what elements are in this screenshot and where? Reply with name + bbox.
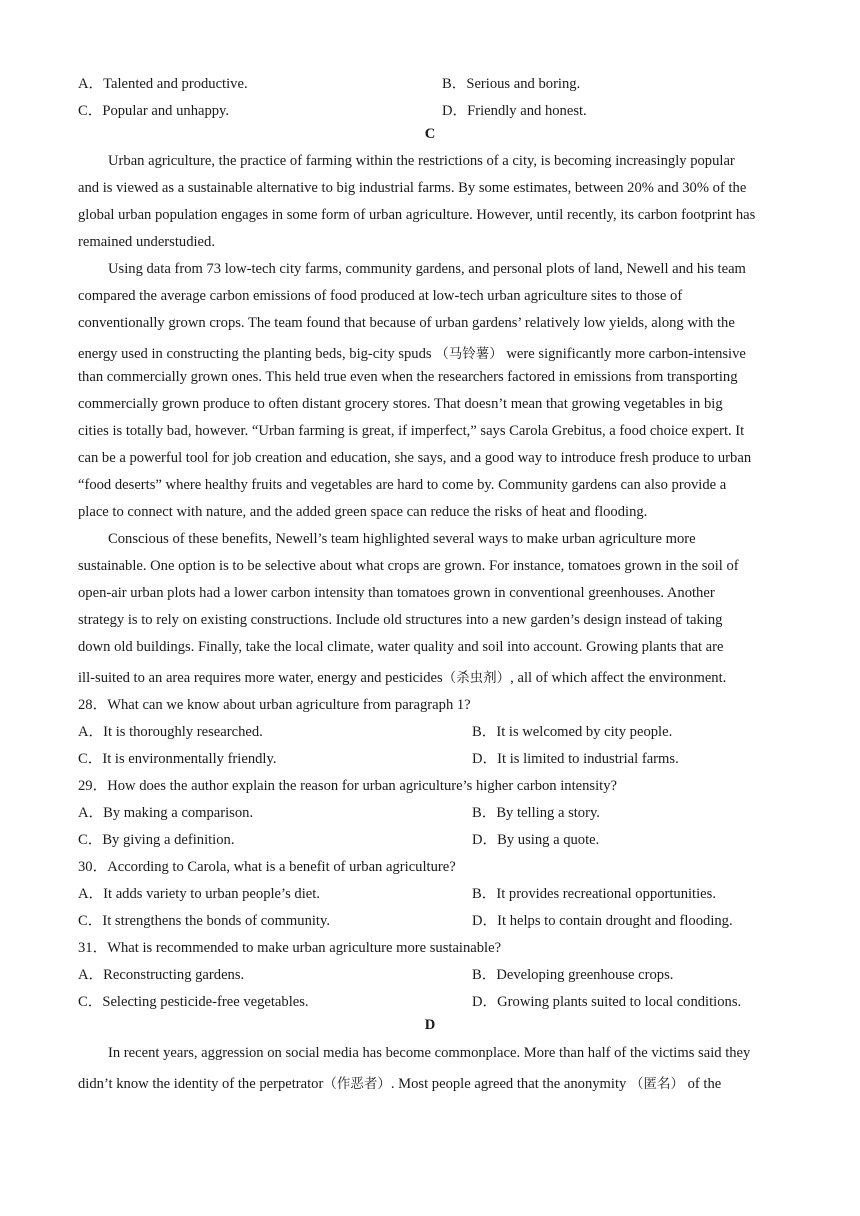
paragraph-line: strategy is to rely on existing constructions. Include old structures into a new garden’s design instead of taking [78,612,723,628]
option-c: C．By giving a definition. [78,832,235,848]
option-b: B．Developing greenhouse crops. [472,967,674,983]
paragraph-line: global urban population engages in some form of urban agriculture. However, until recently, its carbon footprint has [78,207,756,223]
option-d: D．It helps to contain drought and flooding. [472,913,733,929]
question-stem-28: 28．What can we know about urban agriculture from paragraph 1? [78,697,471,713]
option-d: D．Friendly and honest. [442,103,587,119]
option-b: B．It is welcomed by city people. [472,724,673,740]
option-c: C．Selecting pesticide-free vegetables. [78,994,309,1010]
question-stem-31: 31．What is recommended to make urban agriculture more sustainable? [78,940,502,956]
text-span: were significantly more carbon-intensive [506,346,746,362]
option-a: A．Talented and productive. [78,76,248,92]
option-d: D．By using a quote. [472,832,600,848]
paragraph-line: sustainable. One option is to be selective about what crops are grown. For instance, tomatoes grown in the soil of [78,558,739,574]
text-span: didn’t know the identity of the perpetrator [78,1076,324,1092]
text-span: energy used in constructing the planting beds, big-city spuds [78,346,432,362]
paragraph-line: compared the average carbon emissions of food produced at low-tech urban agriculture sites to those of [78,288,683,304]
paragraph-line: down old buildings. Finally, take the local climate, water quality and soil into account. Growing plants that are [78,639,724,655]
paragraph-line [78,342,746,363]
option-a: A．Reconstructing gardens. [78,967,245,983]
text-span: . Most people agreed that the anonymity [390,1076,627,1092]
paragraph-line: can be a powerful tool for job creation and education, she says, and a good way to introduce fresh produce to urban [78,450,752,466]
gloss-annotation: （杀虫剂） [442,670,511,686]
option-b: B．Serious and boring. [442,76,581,92]
gloss-annotation: （作恶者） [323,1076,391,1092]
option-c: C．It strengthens the bonds of community. [78,913,330,929]
text-span: of the [687,1076,722,1092]
option-c: C．It is environmentally friendly. [78,751,277,767]
option-b: B．By telling a story. [472,805,600,821]
paragraph-line [78,1072,721,1093]
option-a: A．It is thoroughly researched. [78,724,263,740]
section-heading-c: C [424,126,436,142]
text-span: ill-suited to an area requires more water, energy and pesticides [78,670,443,686]
gloss-annotation: （匿名） [629,1076,684,1092]
paragraph-line: Urban agriculture, the practice of farming within the restrictions of a city, is becoming increasingly popular [108,153,735,169]
option-d: D．It is limited to industrial farms. [472,751,679,767]
paragraph-line: commercially grown produce to often distant grocery stores. That doesn’t mean that growing vegetables in big [78,396,723,412]
paragraph-line: place to connect with nature, and the added green space can reduce the risks of heat and flooding. [78,504,648,520]
paragraph-line: In recent years, aggression on social media has become commonplace. More than half of the victims said they [108,1045,751,1061]
question-stem-29: 29．How does the author explain the reason for urban agriculture’s higher carbon intensity? [78,778,617,794]
option-d: D．Growing plants suited to local conditions. [472,994,742,1010]
paragraph-line: “food deserts” where healthy fruits and vegetables are hard to come by. Community gardens can also provide a [78,477,727,493]
text-span: , all of which affect the environment. [510,670,727,686]
option-b: B．It provides recreational opportunities. [472,886,716,902]
paragraph-line: than commercially grown ones. This held true even when the researchers factored in emissions from transporting [78,369,738,385]
paragraph-line [78,666,726,687]
paragraph-line: Using data from 73 low-tech city farms, community gardens, and personal plots of land, Newell and his team [108,261,746,277]
question-stem-30: 30．According to Carola, what is a benefit of urban agriculture? [78,859,456,875]
section-heading-d: D [424,1017,436,1033]
paragraph-line: remained understudied. [78,234,215,250]
option-a: A．By making a comparison. [78,805,254,821]
paragraph-line: conventionally grown crops. The team found that because of urban gardens’ relatively low yields, along with the [78,315,735,331]
paragraph-line: open-air urban plots had a lower carbon intensity than tomatoes grown in conventional greenhouses. Another [78,585,715,601]
paragraph-line: cities is totally bad, however. “Urban farming is great, if imperfect,” says Carola Grebitus, a food choice expert. It [78,423,745,439]
option-c: C．Popular and unhappy. [78,103,230,119]
paragraph-line: and is viewed as a sustainable alternative to big industrial farms. By some estimates, between 20% and 30% of the [78,180,747,196]
paragraph-line: Conscious of these benefits, Newell’s team highlighted several ways to make urban agriculture more [108,531,696,547]
gloss-annotation: （马铃薯） [435,346,503,362]
option-a: A．It adds variety to urban people’s diet. [78,886,320,902]
